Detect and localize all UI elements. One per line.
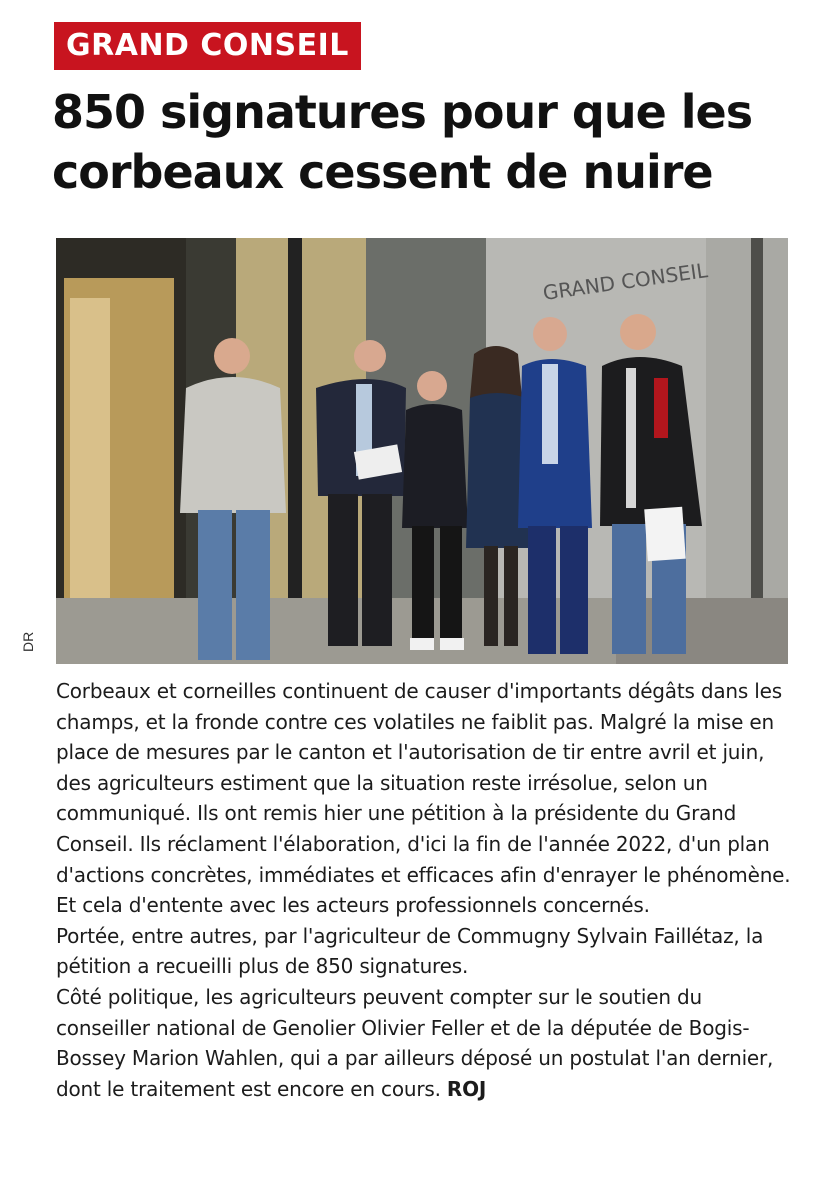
building-sign: GRAND CONSEIL <box>541 258 710 305</box>
paragraph: Corbeaux et corneilles continuent de causer d'importants dégâts dans les champs, et la fronde contre ces volatiles ne faiblit pas. Malgré la mise en place de mesures par le canton et l'autorisation de tir entre avril et juin, des agriculteurs estiment que la situation reste irrésolue, selon un communiqué. Ils ont remis hier une pétition à la présidente du Grand Conseil. Ils réclament l'élaboration, d'ici la fin de l'année 2022, d'un plan d'actions concrètes, immédiates et efficaces afin d'enrayer le phénomène. Et cela d'entente avec les acteurs professionnels concernés. <box>56 679 791 918</box>
article-body <box>56 676 792 1104</box>
article-headline: 850 signatures pour que les corbeaux cessent de nuire <box>52 85 753 199</box>
section-kicker: GRAND CONSEIL <box>54 22 361 70</box>
article-photo <box>56 238 788 664</box>
photo-credit: DR <box>20 631 36 652</box>
paragraph: Portée, entre autres, par l'agriculteur de Commugny Sylvain Faillétaz, la pétition a recueilli plus de 850 signatures. <box>56 923 764 979</box>
byline: ROJ <box>446 1076 487 1101</box>
person-5 <box>518 317 592 654</box>
paragraph <box>56 982 792 1104</box>
paragraph-text: Côté politique, les agriculteurs peuvent compter sur le soutien du conseiller national de Genolier Olivier Feller et de la députée de Bogis-Bossey Marion Wahlen, qui a par ailleurs déposé un postulat l'an dernier, dont le traitement est encore en cours. <box>56 984 774 1101</box>
